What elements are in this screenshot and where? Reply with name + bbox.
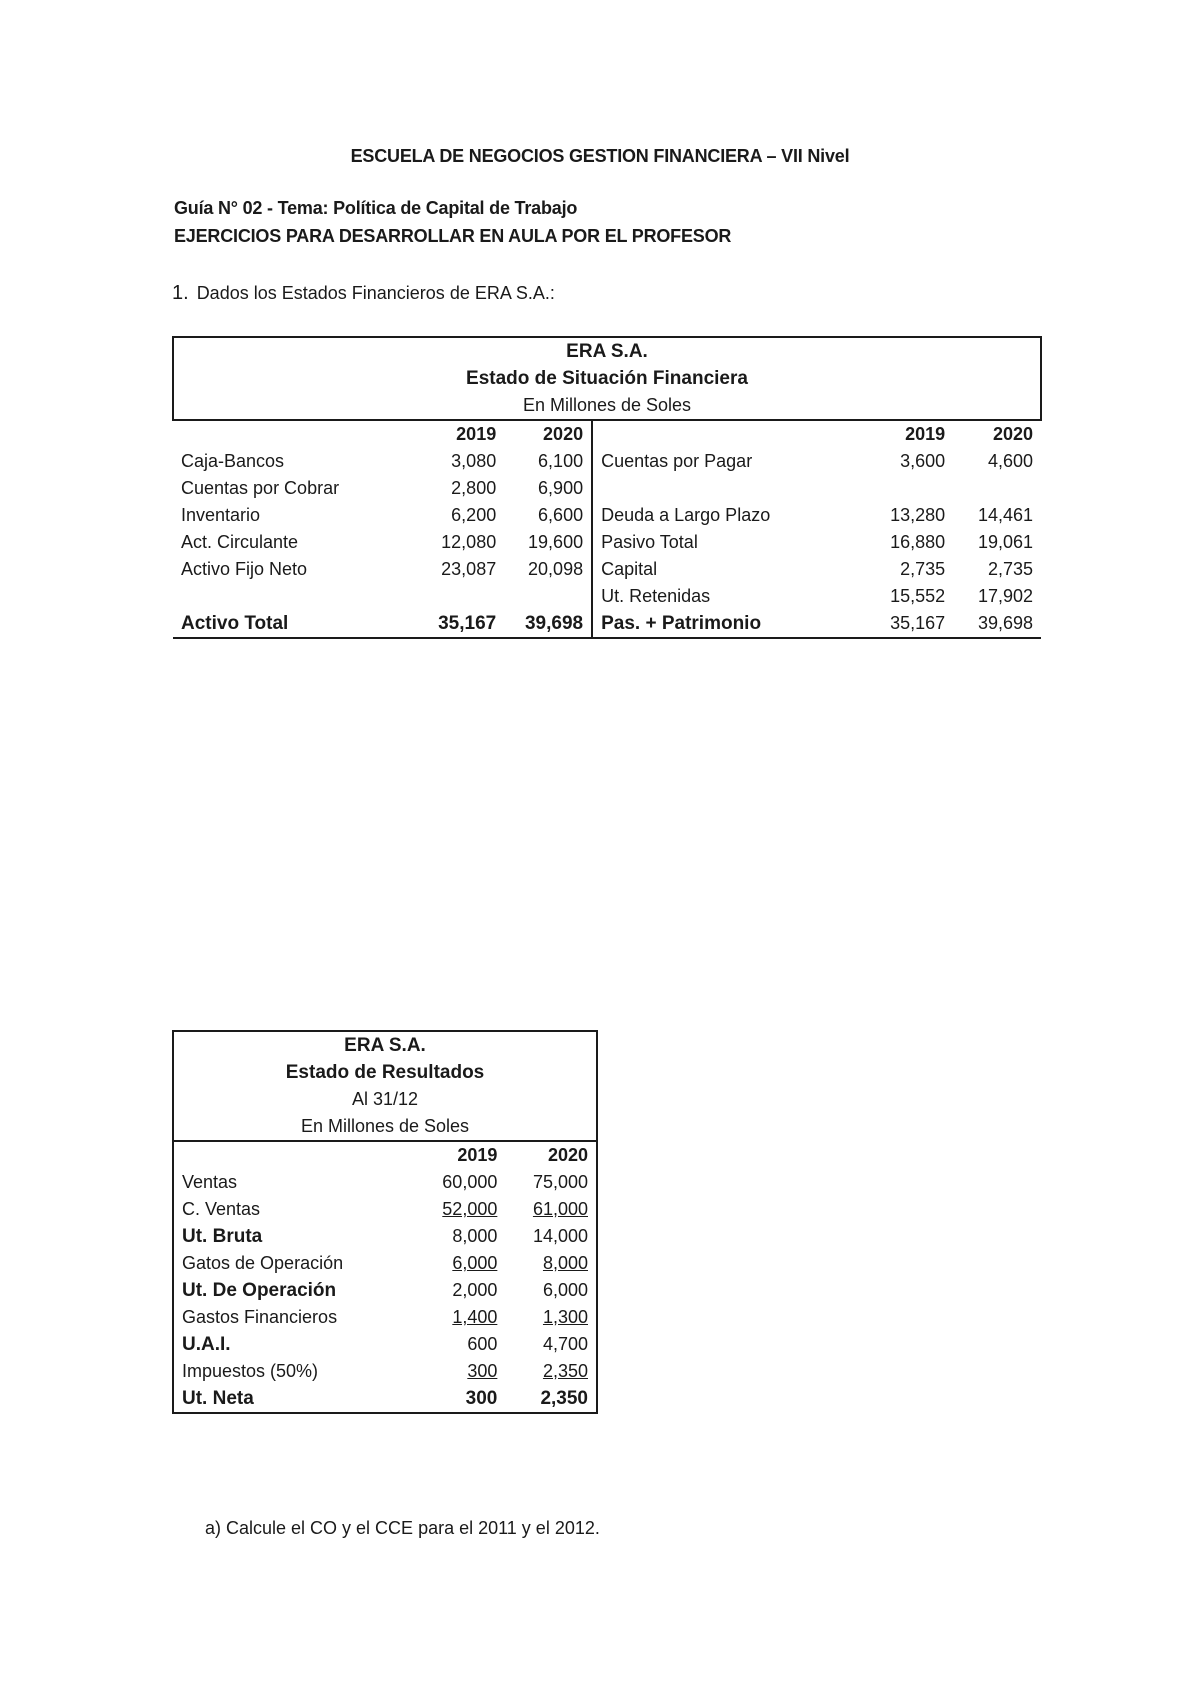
income-2020: 2,350 bbox=[540, 1388, 588, 1409]
asset-total-2020: 39,698 bbox=[524, 613, 584, 634]
balance-sheet-table bbox=[172, 336, 1042, 639]
liab-label: Deuda a Largo Plazo bbox=[592, 502, 855, 529]
asset-2019 bbox=[420, 583, 504, 610]
income-label: Gastos Financieros bbox=[182, 1307, 338, 1327]
assets-header-label bbox=[173, 420, 420, 448]
table-row bbox=[173, 1358, 597, 1385]
liab-label: Cuentas por Pagar bbox=[592, 448, 855, 475]
asset-label: Caja-Bancos bbox=[181, 451, 285, 471]
income-2019: 300 bbox=[465, 1388, 498, 1409]
question-1 bbox=[172, 282, 555, 305]
liab-label: Pasivo Total bbox=[592, 529, 855, 556]
liab-2020: 2,735 bbox=[987, 559, 1033, 579]
income-date: Al 31/12 bbox=[351, 1089, 419, 1109]
asset-label: Act. Circulante bbox=[181, 532, 299, 552]
asset-total-label: Activo Total bbox=[181, 613, 289, 634]
exercises-heading: EJERCICIOS PARA DESARROLLAR EN AULA POR EL PROFESOR bbox=[174, 226, 732, 246]
income-2020: 1,300 bbox=[542, 1307, 588, 1327]
income-statement-table bbox=[172, 1030, 598, 1414]
asset-2019: 12,080 bbox=[441, 532, 497, 552]
income-2020: 4,700 bbox=[542, 1334, 588, 1354]
asset-2019: 3,080 bbox=[451, 451, 497, 471]
income-label: Ventas bbox=[182, 1172, 238, 1192]
income-label: Impuestos (50%) bbox=[182, 1361, 319, 1381]
liab-2020: 19,061 bbox=[977, 532, 1033, 552]
income-label: U.A.I. bbox=[182, 1334, 231, 1355]
table-row bbox=[173, 502, 1041, 529]
income-2019: 600 bbox=[467, 1334, 498, 1354]
table-row-total bbox=[173, 610, 1041, 638]
income-label: Gatos de Operación bbox=[182, 1253, 344, 1273]
liab-2020 bbox=[953, 475, 1041, 502]
income-2020: 8,000 bbox=[542, 1253, 588, 1273]
liab-2019: 16,880 bbox=[890, 532, 946, 552]
asset-label bbox=[173, 583, 420, 610]
table-row bbox=[173, 583, 1041, 610]
asset-2020 bbox=[504, 583, 592, 610]
liab-2019: 13,280 bbox=[890, 505, 946, 525]
asset-2019: 23,087 bbox=[441, 559, 497, 579]
balance-company: ERA S.A. bbox=[173, 337, 1041, 365]
balance-title: Estado de Situación Financiera bbox=[173, 365, 1041, 392]
income-company: ERA S.A. bbox=[344, 1035, 426, 1056]
table-row-total bbox=[173, 1385, 597, 1413]
table-row bbox=[173, 556, 1041, 583]
asset-total-2019: 35,167 bbox=[438, 613, 497, 634]
table-row bbox=[173, 1277, 597, 1304]
table-row bbox=[173, 1250, 597, 1277]
question-number: 1. bbox=[172, 282, 189, 304]
income-2020: 61,000 bbox=[532, 1199, 588, 1219]
document-title: ESCUELA DE NEGOCIOS GESTION FINANCIERA – VII Nivel bbox=[350, 146, 850, 166]
income-2020: 2,350 bbox=[542, 1361, 588, 1381]
guide-heading: Guía N° 02 - Tema: Política de Capital de Trabajo bbox=[174, 198, 578, 218]
liab-2020: 4,600 bbox=[987, 451, 1033, 471]
table-row bbox=[173, 1196, 597, 1223]
income-units: En Millones de Soles bbox=[173, 1113, 597, 1141]
asset-2020: 6,600 bbox=[538, 505, 584, 525]
table-row bbox=[173, 1331, 597, 1358]
assets-year-2020: 2020 bbox=[543, 424, 584, 444]
asset-2020: 19,600 bbox=[528, 532, 584, 552]
asset-label: Cuentas por Cobrar bbox=[181, 478, 340, 498]
asset-2019: 6,200 bbox=[451, 505, 497, 525]
asset-label: Inventario bbox=[181, 505, 261, 525]
income-2019: 300 bbox=[467, 1361, 498, 1381]
income-label: Ut. Neta bbox=[182, 1388, 254, 1409]
table-row bbox=[173, 475, 1041, 502]
income-header-label bbox=[173, 1141, 420, 1169]
liab-year-2020: 2020 bbox=[992, 424, 1033, 444]
asset-2020: 6,900 bbox=[538, 478, 584, 498]
assets-year-2019: 2019 bbox=[456, 424, 497, 444]
asset-label: Activo Fijo Neto bbox=[181, 559, 308, 579]
income-2020: 6,000 bbox=[542, 1280, 588, 1300]
liab-label: Ut. Retenidas bbox=[592, 583, 855, 610]
liab-2019: 3,600 bbox=[900, 451, 946, 471]
asset-2020: 6,100 bbox=[538, 451, 584, 471]
income-label: Ut. De Operación bbox=[182, 1280, 337, 1301]
liab-2019 bbox=[855, 475, 953, 502]
liab-2020: 17,902 bbox=[977, 586, 1033, 606]
liab-2019: 2,735 bbox=[900, 559, 946, 579]
income-2019: 60,000 bbox=[442, 1172, 498, 1192]
income-title: Estado de Resultados bbox=[285, 1062, 485, 1083]
income-year-2019: 2019 bbox=[457, 1145, 498, 1165]
liab-total-2019: 35,167 bbox=[890, 613, 946, 633]
table-row bbox=[173, 1304, 597, 1331]
income-2019: 6,000 bbox=[452, 1253, 498, 1273]
liab-total-2020: 39,698 bbox=[977, 613, 1033, 633]
income-2019: 52,000 bbox=[442, 1199, 498, 1219]
balance-units: En Millones de Soles bbox=[173, 392, 1041, 420]
liab-header-label bbox=[592, 420, 855, 448]
liab-label: Capital bbox=[592, 556, 855, 583]
income-2020: 75,000 bbox=[532, 1172, 588, 1192]
income-2020: 14,000 bbox=[532, 1226, 588, 1246]
asset-2019: 2,800 bbox=[451, 478, 497, 498]
income-2019: 1,400 bbox=[452, 1307, 498, 1327]
liab-total-label: Pas. + Patrimonio bbox=[592, 610, 855, 638]
income-2019: 8,000 bbox=[452, 1226, 498, 1246]
liab-label bbox=[592, 475, 855, 502]
liab-2020: 14,461 bbox=[977, 505, 1033, 525]
question-text: Dados los Estados Financieros de ERA S.A.: bbox=[196, 283, 555, 303]
income-year-2020: 2020 bbox=[547, 1145, 588, 1165]
table-row bbox=[173, 1169, 597, 1196]
liab-2019: 15,552 bbox=[890, 586, 946, 606]
table-row bbox=[173, 448, 1041, 475]
income-2019: 2,000 bbox=[452, 1280, 498, 1300]
table-row bbox=[173, 529, 1041, 556]
table-row bbox=[173, 1223, 597, 1250]
liab-year-2019: 2019 bbox=[905, 424, 946, 444]
income-label: Ut. Bruta bbox=[182, 1226, 263, 1247]
question-a: a) Calcule el CO y el CCE para el 2011 y el 2012. bbox=[205, 1518, 600, 1538]
income-label: C. Ventas bbox=[182, 1199, 261, 1219]
asset-2020: 20,098 bbox=[528, 559, 584, 579]
